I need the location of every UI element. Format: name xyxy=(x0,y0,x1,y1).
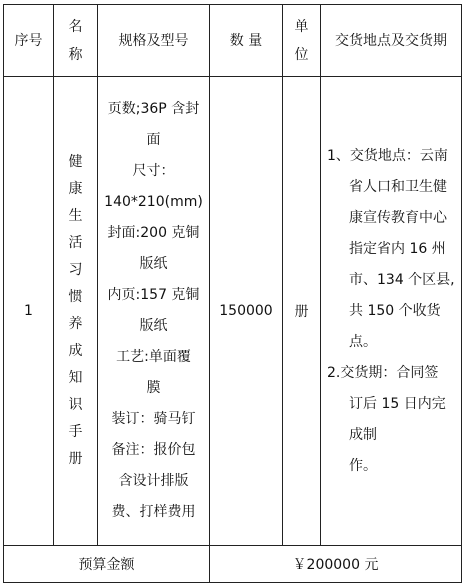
spec-line: 版纸 xyxy=(139,318,168,334)
name-char: 手 xyxy=(68,424,83,440)
spec-line: 膜 xyxy=(146,380,161,396)
delivery-line: 康宣传教育中心 xyxy=(349,209,447,226)
delivery-period-line: 订后 15 日内完成制 xyxy=(349,395,446,443)
spec-line: 内页:157 克铜 xyxy=(107,287,200,303)
cell-unit: 册 xyxy=(283,77,321,546)
header-row xyxy=(4,5,462,77)
name-char: 册 xyxy=(68,451,83,467)
name-char: 养 xyxy=(68,316,83,332)
cell-seq: 1 xyxy=(4,77,54,546)
header-delivery: 交货地点及交货期 xyxy=(321,5,462,77)
spec-line: 版纸 xyxy=(139,256,168,272)
spec-line: 140*210(mm) xyxy=(104,194,203,210)
name-char: 惯 xyxy=(68,289,83,305)
name-char: 识 xyxy=(68,397,83,413)
header-spec: 规格及型号 xyxy=(98,5,210,77)
cell-qty: 150000 xyxy=(210,77,283,546)
spec-line: 工艺:单面覆 xyxy=(116,349,191,365)
spec-line: 备注：报价包 xyxy=(111,442,196,458)
spec-line: 尺寸： xyxy=(132,163,175,179)
name-char: 康 xyxy=(68,181,83,197)
spec-line: 封面:200 克铜 xyxy=(107,225,200,241)
header-name-char: 称 xyxy=(68,46,83,63)
delivery-line: 共 150 个收货点。 xyxy=(349,302,441,350)
header-unit-char: 单 xyxy=(294,18,309,35)
procurement-table xyxy=(3,4,462,583)
budget-amount: ￥200000 元 xyxy=(210,546,462,583)
delivery-period-line: 2.交货期：合同签 xyxy=(327,364,439,381)
header-unit xyxy=(283,5,321,77)
spec-line: 含设计排版 xyxy=(118,473,189,489)
header-unit-char: 位 xyxy=(294,46,309,63)
delivery-line: 省人口和卫生健 xyxy=(349,178,447,195)
header-qty: 数 量 xyxy=(210,5,283,77)
name-char: 知 xyxy=(68,370,83,386)
header-name xyxy=(54,5,98,77)
delivery-location xyxy=(327,141,457,172)
header-name-char: 名 xyxy=(68,18,83,35)
cell-delivery xyxy=(321,77,462,546)
name-char: 成 xyxy=(68,343,83,359)
delivery-period-line: 作。 xyxy=(349,457,377,474)
table-row xyxy=(4,77,462,546)
delivery-line: 指定省内 16 州 xyxy=(349,240,446,257)
spec-line: 页数;36P 含封 xyxy=(107,101,200,117)
name-char: 健 xyxy=(68,154,83,170)
spec-line: 面 xyxy=(146,132,161,148)
spec-line: 装订：骑马钉 xyxy=(111,411,196,427)
delivery-line: 云南 xyxy=(419,147,448,164)
header-seq: 序号 xyxy=(4,5,54,77)
budget-label: 预算金额 xyxy=(4,546,210,583)
name-char: 生 xyxy=(68,208,83,224)
cell-spec xyxy=(98,77,210,546)
name-char: 活 xyxy=(68,235,83,251)
cell-name xyxy=(54,77,98,546)
delivery-line: 市、134 个区县, xyxy=(349,271,455,288)
name-char: 习 xyxy=(68,262,83,278)
spec-line: 费、打样费用 xyxy=(111,504,196,520)
budget-row xyxy=(4,546,462,583)
delivery-location-label: 1、交货地点： xyxy=(327,147,420,164)
